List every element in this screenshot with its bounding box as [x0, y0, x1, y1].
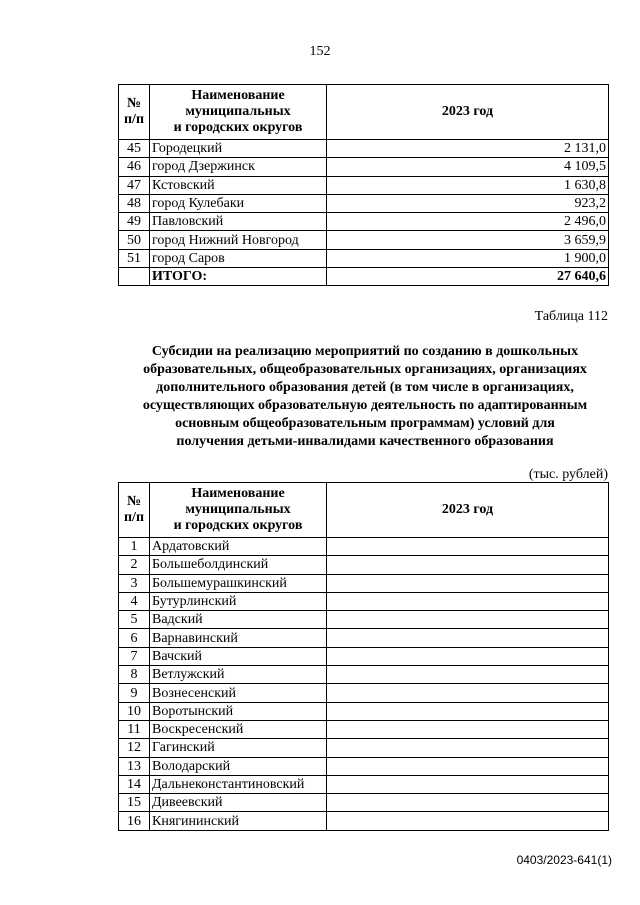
table-row [119, 629, 609, 647]
row-number: 5 [119, 611, 150, 629]
table-row [119, 666, 609, 684]
row-number: 15 [119, 794, 150, 812]
total-empty-cell [119, 268, 150, 286]
row-value: 4 109,5 [327, 158, 609, 176]
units-label: (тыс. рублей) [528, 467, 608, 482]
table-row [119, 158, 609, 176]
row-number: 16 [119, 812, 150, 830]
row-number: 49 [119, 213, 150, 231]
table-row [119, 702, 609, 720]
row-name: Княгининский [150, 812, 327, 830]
section-heading [100, 343, 630, 451]
table-row [119, 794, 609, 812]
row-value [327, 611, 609, 629]
table-row [119, 194, 609, 212]
row-name: Вадский [150, 611, 327, 629]
col-header-year: 2023 год [327, 483, 609, 538]
table-row [119, 592, 609, 610]
row-value [327, 684, 609, 702]
col-header-name: Наименование муниципальных и городских округов [150, 85, 327, 140]
row-number: 6 [119, 629, 150, 647]
row-value [327, 702, 609, 720]
table-row [119, 538, 609, 556]
row-number: 51 [119, 249, 150, 267]
row-number: 46 [119, 158, 150, 176]
row-name: Ардатовский [150, 538, 327, 556]
row-number: 10 [119, 702, 150, 720]
row-number: 1 [119, 538, 150, 556]
subsidy-table-112 [118, 482, 609, 831]
table-row [119, 739, 609, 757]
row-number: 12 [119, 739, 150, 757]
row-name: город Дзержинск [150, 158, 327, 176]
row-value: 1 900,0 [327, 249, 609, 267]
table-row [119, 176, 609, 194]
row-name: город Нижний Новгород [150, 231, 327, 249]
row-value [327, 757, 609, 775]
row-number: 4 [119, 592, 150, 610]
subsidy-table-continued [118, 84, 609, 286]
heading-line: Субсидии на реализацию мероприятий по созданию в дошкольных [151, 344, 579, 359]
row-value: 1 630,8 [327, 176, 609, 194]
row-value [327, 720, 609, 738]
row-name: Большемурашкинский [150, 574, 327, 592]
row-value [327, 538, 609, 556]
row-name: Ветлужский [150, 666, 327, 684]
row-name: город Кулебаки [150, 194, 327, 212]
col-header-year: 2023 год [327, 85, 609, 140]
row-name: Гагинский [150, 739, 327, 757]
row-value [327, 739, 609, 757]
heading-line: образовательных, общеобразовательных организациях, организациях [143, 362, 587, 377]
table-header-row [119, 85, 609, 140]
total-value: 27 640,6 [327, 268, 609, 286]
row-value [327, 666, 609, 684]
table-row [119, 812, 609, 830]
page-number: 152 [309, 44, 331, 59]
row-value [327, 574, 609, 592]
row-number: 45 [119, 140, 150, 158]
row-number: 48 [119, 194, 150, 212]
total-row [119, 268, 609, 286]
row-value [327, 647, 609, 665]
row-name: Дивеевский [150, 794, 327, 812]
row-number: 50 [119, 231, 150, 249]
heading-line: получения детьми-инвалидами качественного образования [176, 434, 554, 449]
row-value [327, 556, 609, 574]
table-row [119, 556, 609, 574]
row-number: 8 [119, 666, 150, 684]
heading-line: осуществляющих образовательную деятельность по адаптированным [142, 398, 588, 413]
row-name: город Саров [150, 249, 327, 267]
row-name: Володарский [150, 757, 327, 775]
row-value [327, 812, 609, 830]
row-name: Павловский [150, 213, 327, 231]
table-label: Таблица 112 [534, 309, 608, 324]
row-number: 13 [119, 757, 150, 775]
row-name: Большеболдинский [150, 556, 327, 574]
table-row [119, 249, 609, 267]
row-name: Вознесенский [150, 684, 327, 702]
table-row [119, 647, 609, 665]
table-row [119, 231, 609, 249]
row-value [327, 629, 609, 647]
heading-line: дополнительного образования детей (в том числе в организациях, [156, 380, 574, 395]
row-name: Вачский [150, 647, 327, 665]
row-value: 3 659,9 [327, 231, 609, 249]
table-row [119, 213, 609, 231]
row-number: 47 [119, 176, 150, 194]
row-value [327, 794, 609, 812]
row-name: Бутурлинский [150, 592, 327, 610]
row-value [327, 592, 609, 610]
row-number: 11 [119, 720, 150, 738]
row-number: 9 [119, 684, 150, 702]
table-row [119, 775, 609, 793]
row-name: Воротынский [150, 702, 327, 720]
table-row [119, 140, 609, 158]
row-name: Варнавинский [150, 629, 327, 647]
row-number: 7 [119, 647, 150, 665]
col-header-number: № п/п [119, 85, 150, 140]
heading-line: основным общеобразовательным программам) условий для [175, 416, 555, 431]
table-header-row [119, 483, 609, 538]
row-value: 2 496,0 [327, 213, 609, 231]
table-row [119, 611, 609, 629]
col-header-name: Наименование муниципальных и городских округов [150, 483, 327, 538]
row-number: 3 [119, 574, 150, 592]
document-code: 0403/2023-641(1) [516, 853, 612, 867]
row-number: 14 [119, 775, 150, 793]
row-value: 2 131,0 [327, 140, 609, 158]
col-header-number: № п/п [119, 483, 150, 538]
table-row [119, 684, 609, 702]
table-row [119, 574, 609, 592]
table-row [119, 720, 609, 738]
row-number: 2 [119, 556, 150, 574]
row-name: Городецкий [150, 140, 327, 158]
row-name: Дальнеконстантиновский [150, 775, 327, 793]
total-label: ИТОГО: [150, 268, 327, 286]
row-name: Воскресенский [150, 720, 327, 738]
table-row [119, 757, 609, 775]
row-name: Кстовский [150, 176, 327, 194]
row-value: 923,2 [327, 194, 609, 212]
row-value [327, 775, 609, 793]
